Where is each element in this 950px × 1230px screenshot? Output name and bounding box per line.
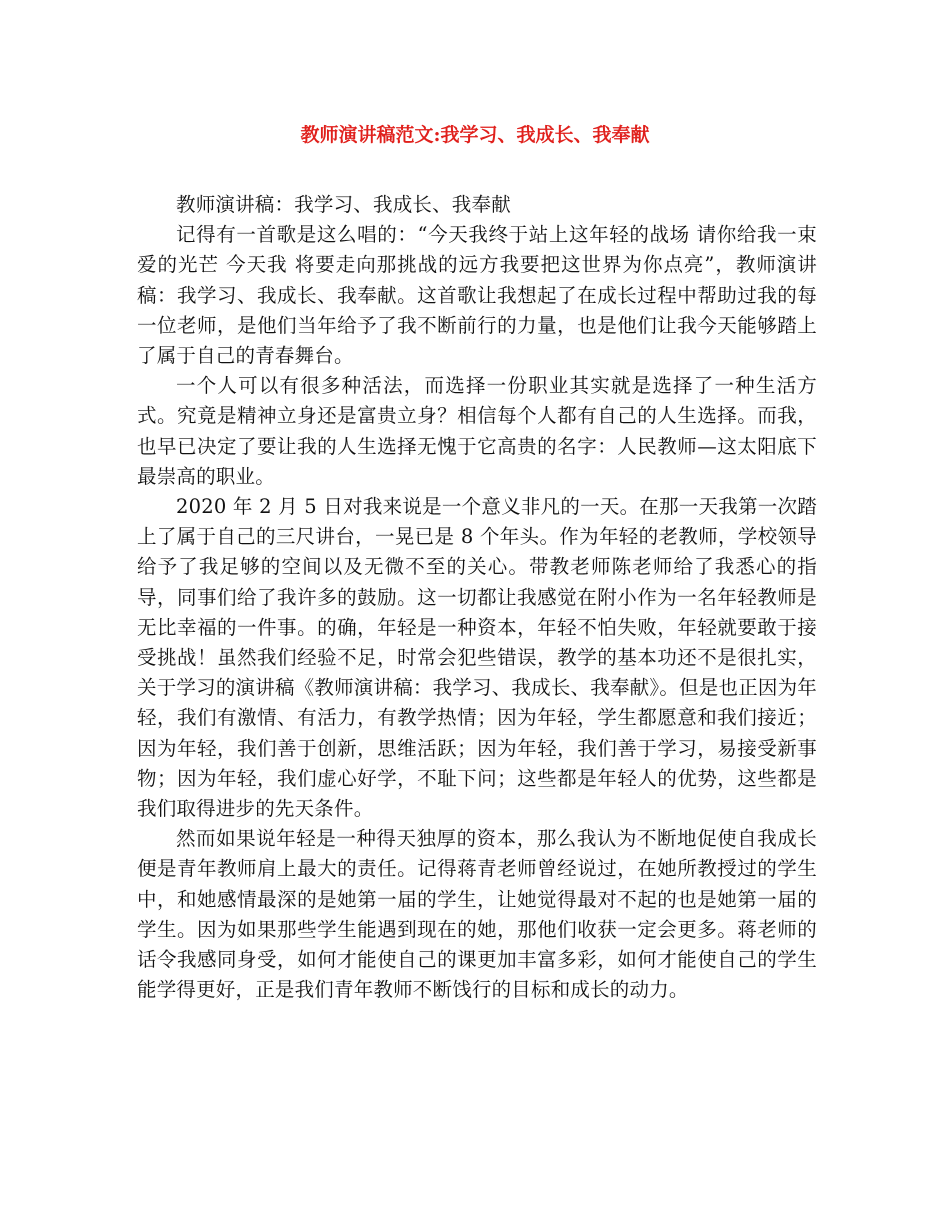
document-subtitle: 教师演讲稿：我学习、我成长、我奉献 [176, 193, 511, 216]
document-body [137, 190, 817, 1005]
document-title: 教师演讲稿范文:我学习、我成长、我奉献 [300, 124, 650, 146]
paragraph-3: 2020 年 2 月 5 日对我来说是一个意义非凡的一天。在那一天我第一次踏上了属于自己的三尺讲台，一晃已是 8 个年头。作为年轻的老教师，学校领导给予了我足够的空间以及无微不至的关心。带教老师陈老师给了我悉心的指导，同事们给了我许多的鼓励。这一切都让我感觉在附小作为一名年轻教师是无比幸福的一件事。的确，年轻是一种资本，年轻不怕失败，年轻就要敢于接受挑战！虽然我们经验不足，时常会犯些错误，教学的基本功还不是很扎实，关于学习的演讲稿《教师演讲稿：我学习、我成长、我奉献》。但是也正因为年轻，我们有激情、有活力，有教学热情；因为年轻，学生都愿意和我们接近；因为年轻，我们善于创新，思维活跃；因为年轻，我们善于学习，易接受新事物；因为年轻，我们虚心好学，不耻下问；这些都是年轻人的优势，这些都是我们取得进步的先天条件。 [137, 495, 817, 821]
paragraph-1: 记得有一首歌是这么唱的：“今天我终于站上这年轻的战场 请你给我一束爱的光芒 今天我 将要走向那挑战的远方我要把这世界为你点亮”，教师演讲稿：我学习、我成长、我奉献。这首歌让我想起了在成长过程中帮助过我的每一位老师，是他们当年给予了我不断前行的力量，也是他们让我今天能够踏上了属于自己的青春舞台。 [137, 223, 817, 368]
paragraph-2: 一个人可以有很多种活法，而选择一份职业其实就是选择了一种生活方式。究竟是精神立身还是富贵立身？相信每个人都有自己的人生选择。而我，也早已决定了要让我的人生选择无愧于它高贵的名字：人民教师—这太阳底下最崇高的职业。 [137, 374, 817, 488]
paragraph-4: 然而如果说年轻是一种得天独厚的资本，那么我认为不断地促使自我成长便是青年教师肩上最大的责任。记得蒋青老师曾经说过，在她所教授过的学生中，和她感情最深的是她第一届的学生，让她觉得最对不起的也是她第一届的学生。因为如果那些学生能遇到现在的她，那他们收获一定会更多。蒋老师的话令我感同身受，如何才能使自己的课更加丰富多彩，如何才能使自己的学生能学得更好，正是我们青年教师不断饯行的目标和成长的动力。 [137, 827, 817, 1002]
